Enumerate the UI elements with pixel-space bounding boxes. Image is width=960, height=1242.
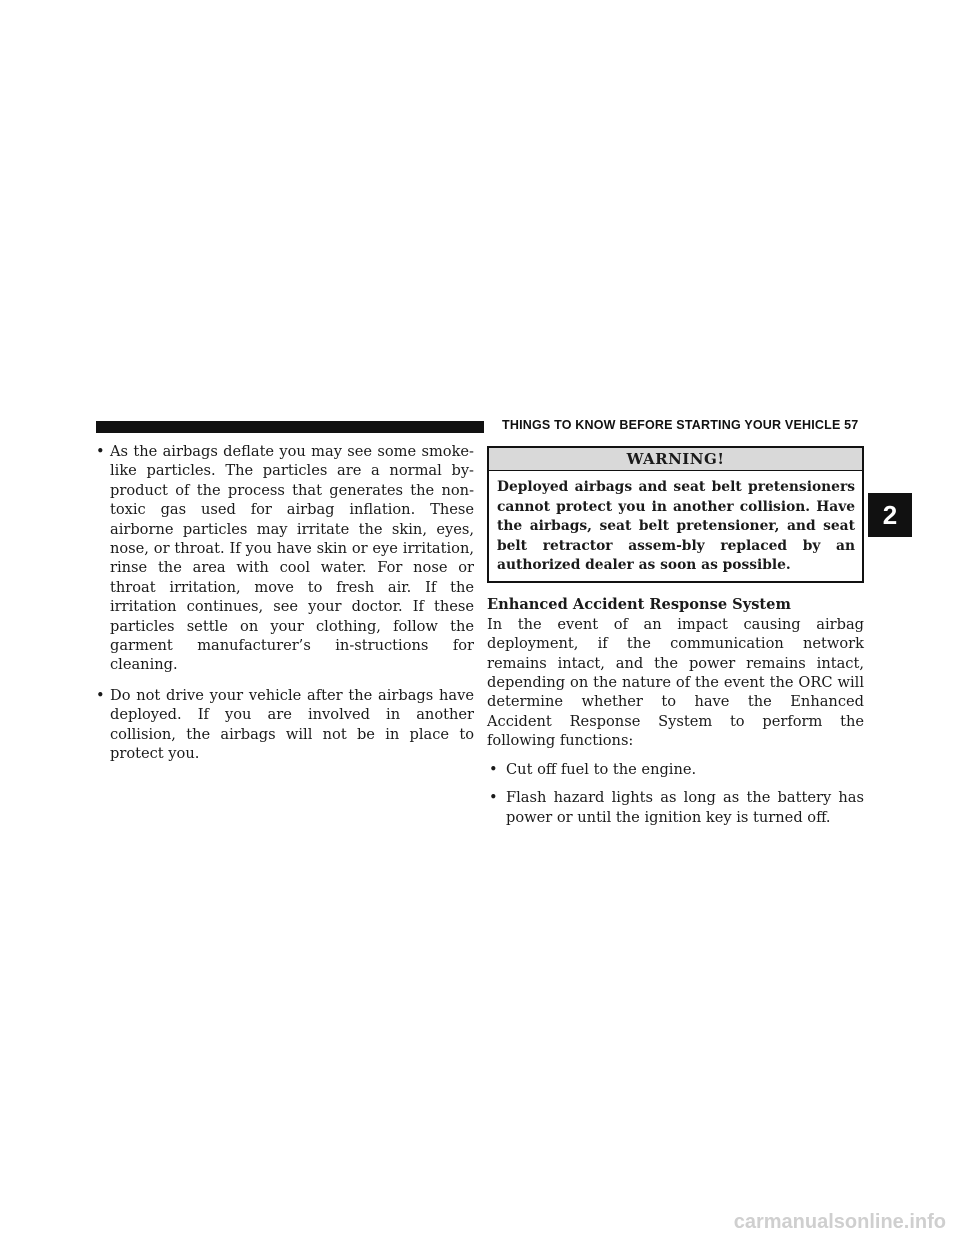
- bullet-item: [96, 442, 474, 675]
- warning-title: WARNING!: [489, 448, 862, 471]
- bullet-dot: •: [96, 686, 105, 704]
- header-rule: [96, 421, 484, 433]
- bullet-dot: •: [489, 789, 498, 807]
- watermark: carmanualsonline.info: [733, 1211, 946, 1233]
- bullet-text: Do not drive your vehicle after the airbags have deployed. If you are involved in another collision, the airbags will not be in place to protect you.: [110, 686, 474, 763]
- warning-body: Deployed airbags and seat belt pretensioners cannot protect you in another collision. Have the airbags, seat belt pretensioner, and seat belt retractor assem-bly replaced by an authorized dealer as soon as possible.: [497, 479, 855, 574]
- bullet-text: Cut off fuel to the engine.: [506, 760, 697, 778]
- bullet-item: [487, 760, 864, 779]
- section-intro: In the event of an impact causing airbag deployment, if the communication network remains intact, and the power remains intact, depending on the nature of the event the ORC will determine whether to have the Enhanced Accident Response System to perform the following functions:: [487, 615, 864, 750]
- bullet-item: [96, 686, 474, 764]
- bullet-item: [487, 788, 864, 827]
- left-column: [96, 442, 474, 775]
- section-heading: Enhanced Accident Response System: [487, 596, 791, 614]
- warning-box: [487, 446, 864, 583]
- chapter-tab: 2: [868, 493, 912, 537]
- bullet-dot: •: [489, 760, 498, 778]
- bullet-dot: •: [96, 443, 105, 460]
- running-header: THINGS TO KNOW BEFORE STARTING YOUR VEHICLE 57: [502, 418, 859, 432]
- right-column: [487, 446, 864, 836]
- bullet-text: As the airbags deflate you may see some smoke-like particles. The particles are a normal by-product of the process that generates the non-toxic gas used for airbag inflation. These airborne particles may irritate the skin, eyes, nose, or throat. If you have skin or eye irritation, rinse the area with cool water. For nose or throat irritation, move to fresh air. If the irritation continues, see your doctor. If these particles settle on your clothing, follow the garment manufacturer’s in-structions for cleaning.: [110, 443, 474, 674]
- bullet-text: Flash hazard lights as long as the battery has power or until the ignition key is turned off.: [506, 789, 864, 826]
